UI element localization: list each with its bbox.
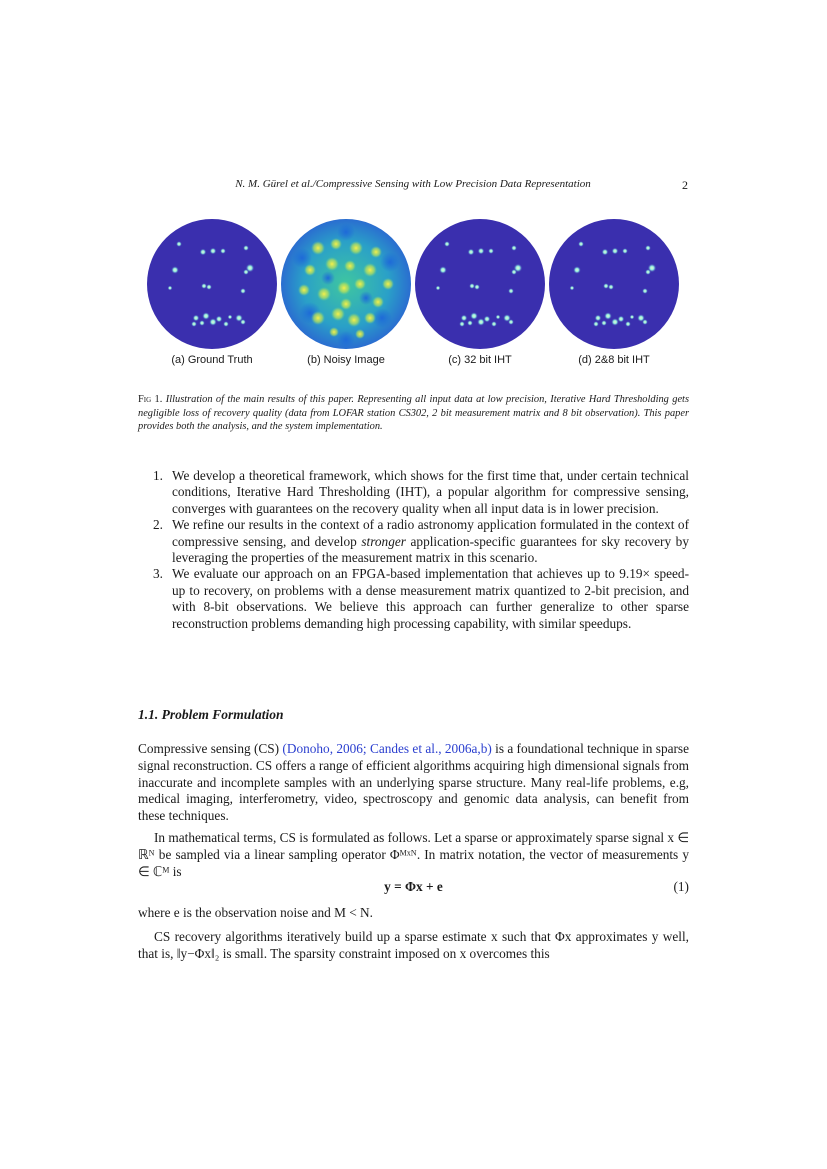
figure-1 [140,218,685,368]
figure-caption [138,393,689,434]
list-item-text: We refine our results in the context of a radio astronomy application formulated in the context of compressive sensing, and develop [172,517,689,549]
list-number: 2. [153,517,163,533]
equation-number: (1) [673,879,689,894]
iht-2-8bit-image [548,218,680,350]
paragraph-noise: where e is the observation noise and M < N. [138,905,373,920]
list-item-text: application-specific guarantees for sky recovery by leveraging the properties of the measurement matrix in this scenario. [172,533,689,566]
list-number: 1. [153,468,163,483]
list-item [150,566,689,632]
equation-1 [138,879,689,897]
paragraph-formulation: In mathematical terms, CS is formulated as follows. Let a sparse or approximately sparse signal x ∈ ℝᴺ be sampled via a linear sampling operator Φᴹˣᴺ. In matrix notation, the vector of measurements y ∈ ℂᴹ is [138,830,689,879]
section-heading: 1.1. Problem Formulation [138,707,284,722]
figure-panel-c [412,218,548,366]
page-number: 2 [682,178,688,192]
panel-caption-b: (b) Noisy Image [307,354,385,366]
list-number: 3. [153,566,163,582]
figure-label: Fig 1. [138,394,163,405]
figure-panel-a [144,218,280,366]
figure-panel-d [546,218,682,366]
paragraph-text: is a foundational technique in sparse signal reconstruction. CS offers a range of efficient algorithms acquiring high dimensional signals from inaccurate and incomplete samples with an underlying sparse structure. Many real-life problems, e.g, medical imaging, interferometry, video, spectroscopy and genomic data analysis, can benefit from these techniques. [138,741,689,824]
panel-caption-a: (a) Ground Truth [171,354,253,366]
paragraph-recovery: CS recovery algorithms iteratively build up a sparse estimate x such that Φx approximates y well, that is, ‖y−Φx‖₂ is small. The sparsity constraint imposed on x overcomes this [138,929,689,961]
contributions-list [150,468,689,632]
list-item-text: We develop a theoretical framework, which shows for the first time that, under certain technical conditions, Iterative Hard Thresholding (IHT), a popular algorithm for compressive sensing, converges with guarantees on the recovery quality when all input data is in lower precision. [172,468,689,516]
emphasis: stronger [361,533,406,549]
noisy-image [280,218,412,350]
list-item [150,468,689,517]
running-title: N. M. Gürel et al./Compressive Sensing with Low Precision Data Representation [235,178,591,190]
panel-caption-c: (c) 32 bit IHT [448,354,512,366]
paragraph-intro [138,741,689,825]
figure-panel-b [278,218,414,366]
list-item-text: We evaluate our approach on an FPGA-based implementation that achieves up to 9.19× speed-up to recovery, on problems with a dense measurement matrix quantized to 2-bit precision, and with 8-bit observations. We believe this approach can further generalize to other sparse reconstruction problems demanding high processing capability, with similar speedups. [172,566,689,631]
figure-caption-text: Illustration of the main results of this paper. Representing all input data at low precision, Iterative Hard Thresholding gets negligible loss of recovery quality (data from LOFAR station CS302, 2 bit measurement matrix and 8 bit observation). This paper provides both the analysis, and the system implementation. [138,394,689,433]
citation-link[interactable]: (Donoho, 2006; Candes et al., 2006a,b) [282,741,492,756]
ground-truth-image [146,218,278,350]
paragraph-text: Compressive sensing (CS) [138,741,283,756]
iht-32bit-image [414,218,546,350]
equation-body: y = Φx + e [384,879,443,894]
panel-caption-d: (d) 2&8 bit IHT [578,354,650,366]
list-item [150,517,689,566]
